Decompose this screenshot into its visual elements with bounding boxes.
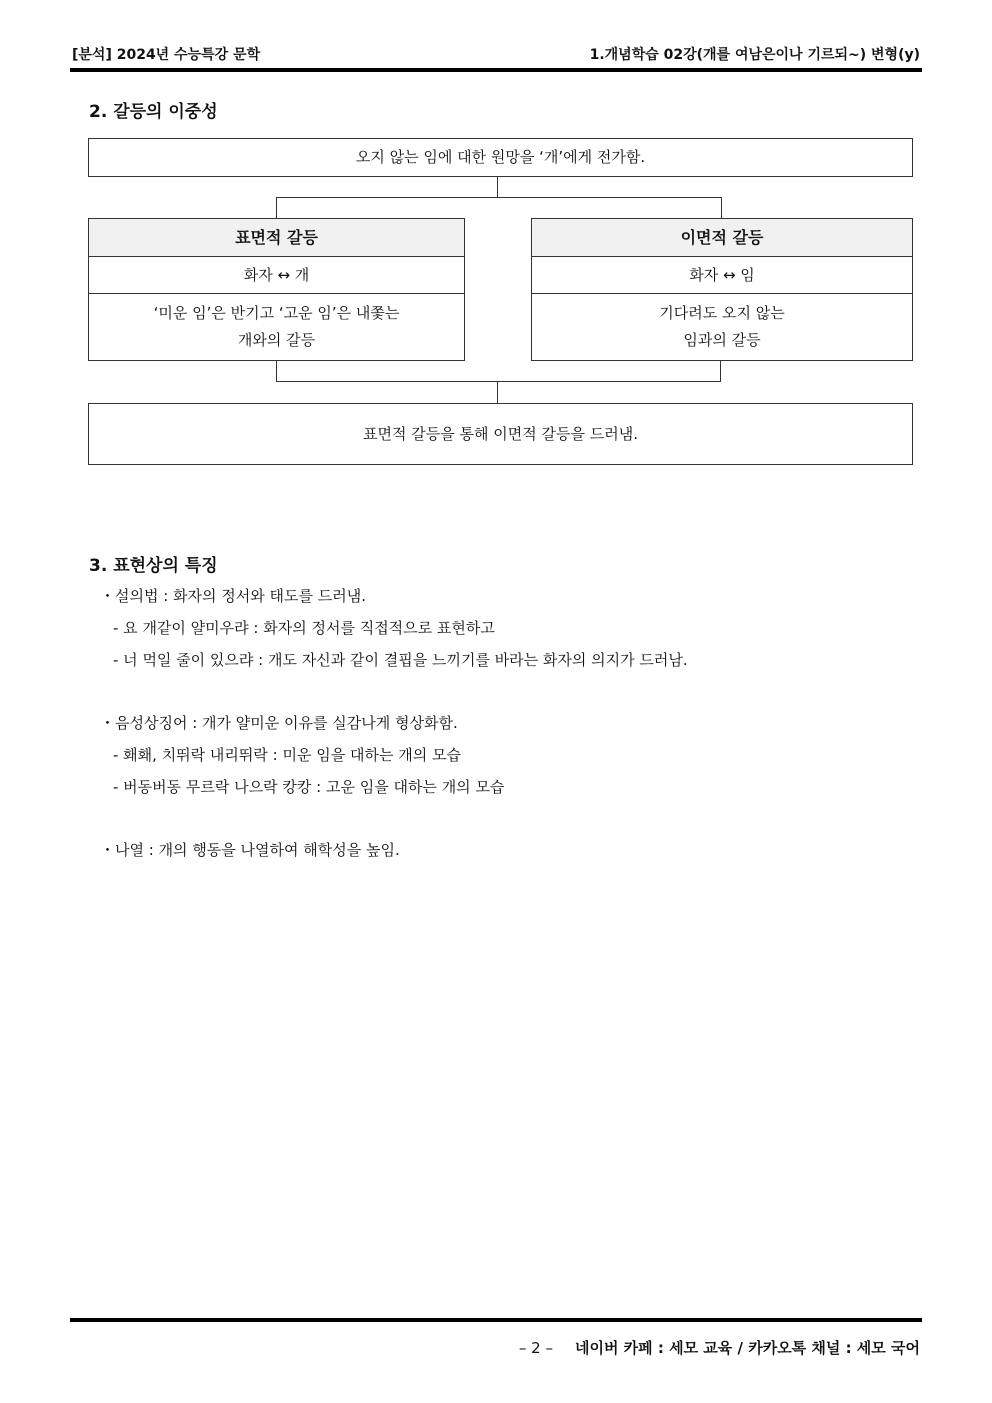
header-rule xyxy=(70,68,922,72)
footer-channels: 네이버 카페 : 세모 교육 / 카카오톡 채널 : 세모 국어 xyxy=(574,1339,920,1357)
feature-onomatopoeia: ・음성상징어 : 개가 얄미운 이유를 실감나게 형상화함. xyxy=(100,714,458,732)
connector-top-left xyxy=(276,197,277,218)
hidden-conflict-relation: 화자 ↔ 임 xyxy=(689,265,755,284)
surface-conflict-header xyxy=(88,218,465,257)
surface-conflict-relation-box xyxy=(88,256,465,294)
connector-bottom-bar xyxy=(276,381,721,382)
surface-conflict-desc-box xyxy=(88,293,465,361)
surface-conflict-desc-line2: 개와의 갈등 xyxy=(237,331,316,349)
surface-conflict-title: 표면적 갈등 xyxy=(235,228,318,247)
header-title: [분석] 2024년 수능특강 문학 xyxy=(72,47,261,63)
conflict-summary-box xyxy=(88,138,913,177)
feature-onomatopoeia-detail-1: - 홰홰, 치뛰락 내리뛰락 : 미운 임을 대하는 개의 모습 xyxy=(113,746,461,764)
footer-rule xyxy=(70,1318,922,1322)
connector-top-stem xyxy=(497,177,498,198)
hidden-conflict-desc-line2: 임과의 갈등 xyxy=(683,331,761,349)
hidden-conflict-desc-line1: 기다려도 오지 않는 xyxy=(659,304,785,322)
feature-rhetorical-detail-2: - 너 먹일 줄이 있으랴 : 개도 자신과 같이 결핍을 느끼기를 바라는 화자의 의지가 드러남. xyxy=(113,651,688,669)
conflict-conclusion-text: 표면적 갈등을 통해 이면적 갈등을 드러냄. xyxy=(363,424,638,443)
connector-bottom-right xyxy=(720,361,721,382)
connector-top-bar xyxy=(276,197,722,198)
connector-top-right xyxy=(721,197,722,218)
header-subtitle: 1.개념학습 02강(개를 여남은이나 기르되~) 변형(y) xyxy=(589,47,920,63)
feature-onomatopoeia-detail-2: - 버동버동 무르락 나으락 캉캉 : 고운 임을 대하는 개의 모습 xyxy=(113,778,505,796)
feature-rhetorical-question: ・설의법 : 화자의 정서와 태도를 드러냄. xyxy=(100,587,367,605)
conflict-summary-text: 오지 않는 임에 대한 원망을 ‘개’에게 전가함. xyxy=(355,148,646,166)
surface-conflict-relation: 화자 ↔ 개 xyxy=(243,265,310,284)
surface-conflict-desc-line1: ‘미운 임’은 반기고 ‘고운 임’은 내쫓는 xyxy=(153,304,400,322)
feature-enumeration: ・나열 : 개의 행동을 나열하여 해학성을 높임. xyxy=(100,841,400,859)
conflict-conclusion-box xyxy=(88,403,913,465)
page-number: – 2 – xyxy=(518,1339,553,1357)
hidden-conflict-title: 이면적 갈등 xyxy=(680,228,764,247)
hidden-conflict-header xyxy=(531,218,913,257)
feature-rhetorical-detail-1: - 요 개같이 얄미우랴 : 화자의 정서를 직접적으로 표현하고 xyxy=(113,619,495,637)
connector-bottom-left xyxy=(276,361,277,382)
section-2-title: 2. 갈등의 이중성 xyxy=(89,102,218,122)
footer xyxy=(519,1337,920,1358)
hidden-conflict-desc-box xyxy=(531,293,913,361)
hidden-conflict-relation-box xyxy=(531,256,913,294)
section-3-title: 3. 표현상의 특징 xyxy=(89,556,218,576)
connector-bottom-stem xyxy=(497,381,498,403)
